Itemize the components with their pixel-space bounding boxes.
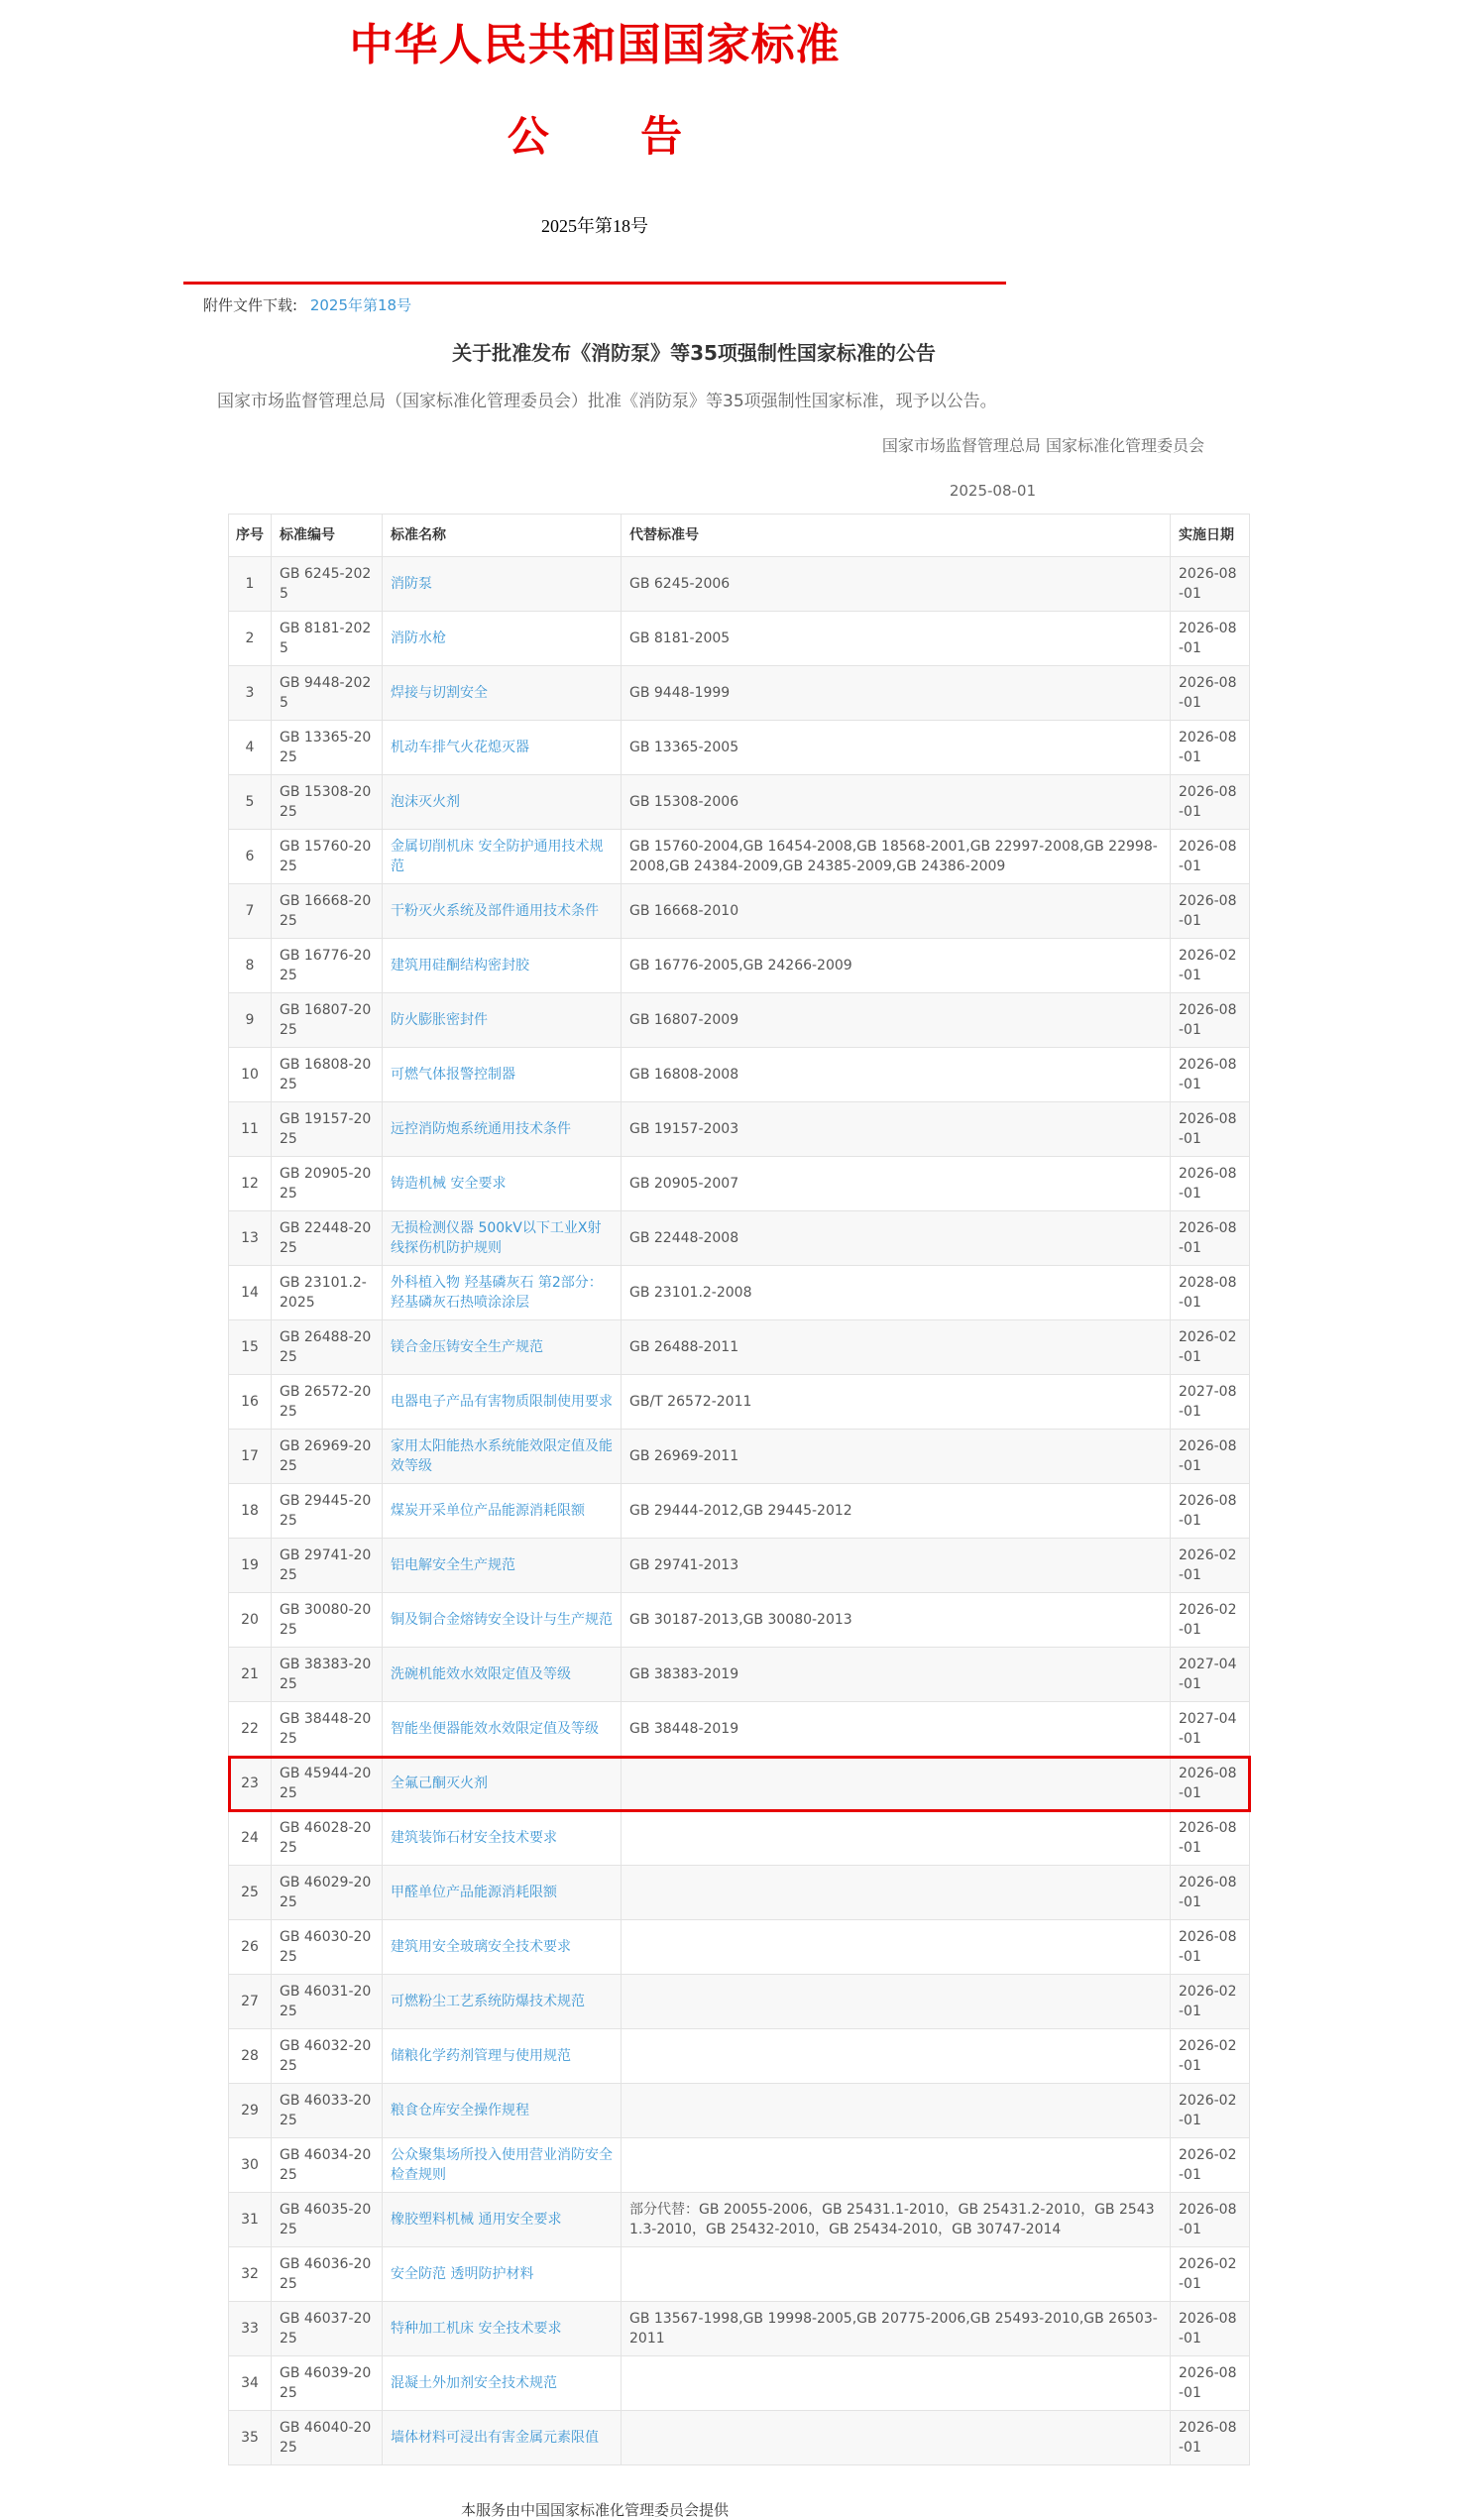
- cell-standard-name: [383, 1211, 622, 1266]
- cell-standard-code: GB 29741-2025: [272, 1539, 383, 1593]
- cell-standard-name: [383, 2356, 622, 2411]
- table-row: [229, 1211, 1250, 1266]
- standard-name-link[interactable]: 混凝土外加剂安全技术规范: [391, 2375, 557, 2391]
- table-row: [229, 557, 1250, 612]
- sub-title: 公 告: [507, 115, 708, 161]
- cell-index: 8: [229, 939, 272, 993]
- table-row: [229, 2302, 1250, 2356]
- document-header: [183, 0, 1006, 238]
- table-row: [229, 884, 1250, 939]
- cell-standard-name: [383, 2302, 622, 2356]
- cell-replaced-codes: GB 26488-2011: [622, 1320, 1171, 1375]
- cell-index: 34: [229, 2356, 272, 2411]
- cell-replaced-codes: GB 23101.2-2008: [622, 1266, 1171, 1320]
- cell-standard-name: [383, 2084, 622, 2138]
- issue-number: 2025年第18号: [541, 216, 648, 236]
- cell-replaced-codes: [622, 1811, 1171, 1866]
- cell-standard-code: GB 6245-2025: [272, 557, 383, 612]
- table-row: [229, 1539, 1250, 1593]
- cell-standard-name: [383, 721, 622, 775]
- cell-implementation-date: 2028-08-01: [1171, 1266, 1250, 1320]
- standard-name-link[interactable]: 建筑装饰石材安全技术要求: [391, 1830, 557, 1846]
- standard-name-link[interactable]: 焊接与切割安全: [391, 685, 488, 701]
- standard-name-link[interactable]: 建筑用硅酮结构密封胶: [391, 958, 529, 974]
- standard-name-link[interactable]: 远控消防炮系统通用技术条件: [391, 1121, 571, 1137]
- cell-implementation-date: 2026-08-01: [1171, 884, 1250, 939]
- cell-standard-code: GB 46033-2025: [272, 2084, 383, 2138]
- cell-index: 10: [229, 1048, 272, 1102]
- cell-implementation-date: 2026-08-01: [1171, 1866, 1250, 1920]
- standard-name-link[interactable]: 机动车排气火花熄灭器: [391, 740, 529, 755]
- cell-implementation-date: 2026-08-01: [1171, 775, 1250, 830]
- cell-standard-code: GB 15760-2025: [272, 830, 383, 884]
- standard-name-link[interactable]: 特种加工机床 安全技术要求: [391, 2321, 562, 2337]
- standard-name-link[interactable]: 智能坐便器能效水效限定值及等级: [391, 1721, 599, 1737]
- cell-replaced-codes: GB 16807-2009: [622, 993, 1171, 1048]
- cell-implementation-date: 2026-08-01: [1171, 612, 1250, 666]
- standard-name-link[interactable]: 可燃粉尘工艺系统防爆技术规范: [391, 1994, 585, 2009]
- cell-implementation-date: 2027-04-01: [1171, 1702, 1250, 1757]
- cell-index: 1: [229, 557, 272, 612]
- cell-index: 32: [229, 2247, 272, 2302]
- cell-standard-code: GB 46040-2025: [272, 2411, 383, 2465]
- cell-implementation-date: 2027-04-01: [1171, 1648, 1250, 1702]
- cell-standard-code: GB 46036-2025: [272, 2247, 383, 2302]
- cell-standard-code: GB 26572-2025: [272, 1375, 383, 1430]
- standard-name-link[interactable]: 甲醛单位产品能源消耗限额: [391, 1885, 557, 1900]
- cell-index: 12: [229, 1157, 272, 1211]
- publish-date: 2025-08-01: [949, 482, 1036, 500]
- standard-name-link[interactable]: 铜及铜合金熔铸安全设计与生产规范: [391, 1612, 613, 1628]
- issuing-authorities: 国家市场监督管理总局 国家标准化管理委员会: [881, 436, 1204, 455]
- cell-replaced-codes: [622, 1920, 1171, 1975]
- cell-implementation-date: 2026-02-01: [1171, 2084, 1250, 2138]
- cell-replaced-codes: [622, 1757, 1171, 1811]
- cell-index: 19: [229, 1539, 272, 1593]
- table-row: [229, 2356, 1250, 2411]
- cell-implementation-date: 2026-08-01: [1171, 993, 1250, 1048]
- standard-name-link[interactable]: 安全防范 透明防护材料: [391, 2266, 534, 2282]
- cell-replaced-codes: [622, 1866, 1171, 1920]
- standard-name-link[interactable]: 公众聚集场所投入使用营业消防安全检查规则: [391, 2147, 613, 2183]
- table-row: [229, 721, 1250, 775]
- cell-standard-name: [383, 1811, 622, 1866]
- table-row: [229, 1157, 1250, 1211]
- attachment-link[interactable]: 2025年第18号: [309, 296, 412, 314]
- cell-index: 15: [229, 1320, 272, 1375]
- cell-standard-name: [383, 1648, 622, 1702]
- cell-replaced-codes: GB 15308-2006: [622, 775, 1171, 830]
- cell-index: 3: [229, 666, 272, 721]
- cell-replaced-codes: GB 29741-2013: [622, 1539, 1171, 1593]
- cell-standard-name: [383, 884, 622, 939]
- standard-name-link[interactable]: 建筑用安全玻璃安全技术要求: [391, 1939, 571, 1955]
- cell-standard-name: [383, 1157, 622, 1211]
- cell-implementation-date: 2026-02-01: [1171, 2138, 1250, 2193]
- table-header-row: [229, 515, 1250, 557]
- cell-replaced-codes: 部分代替：GB 20055-2006，GB 25431.1-2010，GB 25431.2-2010，GB 25431.3-2010，GB 25432-2010，GB 25434-2010，GB 30747-2014: [622, 2193, 1171, 2247]
- cell-standard-code: GB 8181-2025: [272, 612, 383, 666]
- table-row: [229, 1266, 1250, 1320]
- cell-index: 14: [229, 1266, 272, 1320]
- cell-standard-code: GB 38383-2025: [272, 1648, 383, 1702]
- cell-standard-code: GB 46037-2025: [272, 2302, 383, 2356]
- cell-standard-name: [383, 1102, 622, 1157]
- col-header-5: 实施日期: [1171, 515, 1250, 557]
- cell-standard-code: GB 46034-2025: [272, 2138, 383, 2193]
- cell-standard-name: [383, 1430, 622, 1484]
- cell-implementation-date: 2026-08-01: [1171, 1757, 1250, 1811]
- red-divider-line: [183, 282, 1006, 285]
- cell-replaced-codes: GB 20905-2007: [622, 1157, 1171, 1211]
- cell-index: 20: [229, 1593, 272, 1648]
- cell-replaced-codes: GB 15760-2004,GB 16454-2008,GB 18568-2001,GB 22997-2008,GB 22998-2008,GB 24384-2009,GB 24385-2009,GB 24386-2009: [622, 830, 1171, 884]
- cell-implementation-date: 2026-08-01: [1171, 1484, 1250, 1539]
- notice-body: 国家市场监督管理总局（国家标准化管理委员会）批准《消防泵》等35项强制性国家标准，现予以公告。: [217, 392, 997, 411]
- standard-name-link[interactable]: 粮食仓库安全操作规程: [391, 2103, 529, 2119]
- cell-index: 28: [229, 2029, 272, 2084]
- cell-standard-name: [383, 1048, 622, 1102]
- cell-implementation-date: 2026-08-01: [1171, 1102, 1250, 1157]
- standard-name-link[interactable]: 消防泵: [391, 576, 432, 592]
- cell-index: 9: [229, 993, 272, 1048]
- cell-replaced-codes: GB/T 26572-2011: [622, 1375, 1171, 1430]
- cell-standard-code: GB 16808-2025: [272, 1048, 383, 1102]
- cell-replaced-codes: [622, 2084, 1171, 2138]
- cell-implementation-date: 2026-08-01: [1171, 1430, 1250, 1484]
- cell-standard-name: [383, 1266, 622, 1320]
- cell-standard-name: [383, 612, 622, 666]
- cell-index: 23: [229, 1757, 272, 1811]
- cell-replaced-codes: GB 16776-2005,GB 24266-2009: [622, 939, 1171, 993]
- standard-name-link[interactable]: 泡沫灭火剂: [391, 794, 460, 810]
- cell-standard-name: [383, 666, 622, 721]
- cell-implementation-date: 2026-08-01: [1171, 1211, 1250, 1266]
- main-title: 中华人民共和国国家标准: [349, 21, 841, 69]
- standard-name-link[interactable]: 洗碗机能效水效限定值及等级: [391, 1666, 571, 1682]
- cell-standard-name: [383, 1975, 622, 2029]
- cell-standard-name: [383, 2247, 622, 2302]
- cell-replaced-codes: GB 8181-2005: [622, 612, 1171, 666]
- cell-replaced-codes: [622, 2029, 1171, 2084]
- cell-implementation-date: 2026-08-01: [1171, 1920, 1250, 1975]
- cell-implementation-date: 2026-08-01: [1171, 666, 1250, 721]
- table-row-highlighted: [229, 1757, 1250, 1811]
- table-row: [229, 993, 1250, 1048]
- cell-implementation-date: 2027-08-01: [1171, 1375, 1250, 1430]
- cell-implementation-date: 2026-02-01: [1171, 2247, 1250, 2302]
- table-row: [229, 1811, 1250, 1866]
- notice-title: 关于批准发布《消防泵》等35项强制性国家标准的公告: [452, 341, 936, 365]
- cell-standard-code: GB 46030-2025: [272, 1920, 383, 1975]
- cell-replaced-codes: GB 26969-2011: [622, 1430, 1171, 1484]
- cell-index: 24: [229, 1811, 272, 1866]
- cell-replaced-codes: GB 6245-2006: [622, 557, 1171, 612]
- table-row: [229, 1593, 1250, 1648]
- cell-standard-name: [383, 2138, 622, 2193]
- table-row: [229, 1430, 1250, 1484]
- cell-index: 16: [229, 1375, 272, 1430]
- cell-standard-name: [383, 1320, 622, 1375]
- cell-standard-name: [383, 2193, 622, 2247]
- cell-implementation-date: 2026-08-01: [1171, 1811, 1250, 1866]
- cell-implementation-date: 2026-08-01: [1171, 2411, 1250, 2465]
- cell-implementation-date: 2026-02-01: [1171, 1975, 1250, 2029]
- cell-index: 29: [229, 2084, 272, 2138]
- cell-standard-name: [383, 939, 622, 993]
- cell-implementation-date: 2026-02-01: [1171, 1593, 1250, 1648]
- cell-standard-code: GB 46031-2025: [272, 1975, 383, 2029]
- standard-name-link[interactable]: 电器电子产品有害物质限制使用要求: [391, 1394, 613, 1410]
- cell-index: 27: [229, 1975, 272, 2029]
- cell-index: 35: [229, 2411, 272, 2465]
- cell-implementation-date: 2026-02-01: [1171, 1320, 1250, 1375]
- cell-standard-name: [383, 1866, 622, 1920]
- table-row: [229, 1484, 1250, 1539]
- standard-name-link[interactable]: 金属切削机床 安全防护通用技术规范: [391, 839, 604, 874]
- cell-replaced-codes: GB 19157-2003: [622, 1102, 1171, 1157]
- table-row: [229, 1375, 1250, 1430]
- standard-name-link[interactable]: 镁合金压铸安全生产规范: [391, 1339, 543, 1355]
- cell-replaced-codes: [622, 2247, 1171, 2302]
- cell-index: 25: [229, 1866, 272, 1920]
- cell-standard-code: GB 9448-2025: [272, 666, 383, 721]
- cell-replaced-codes: GB 38448-2019: [622, 1702, 1171, 1757]
- cell-standard-name: [383, 1484, 622, 1539]
- cell-index: 33: [229, 2302, 272, 2356]
- standard-name-link[interactable]: 家用太阳能热水系统能效限定值及能效等级: [391, 1438, 613, 1474]
- table-row: [229, 1975, 1250, 2029]
- attachment-label: 附件文件下载:: [203, 296, 298, 314]
- cell-standard-code: GB 22448-2025: [272, 1211, 383, 1266]
- cell-standard-name: [383, 2411, 622, 2465]
- table-row: [229, 939, 1250, 993]
- table-row: [229, 830, 1250, 884]
- table-row: [229, 2411, 1250, 2465]
- cell-index: 30: [229, 2138, 272, 2193]
- standard-name-link[interactable]: 铝电解安全生产规范: [391, 1557, 515, 1573]
- col-header-1: 序号: [229, 515, 272, 557]
- cell-index: 13: [229, 1211, 272, 1266]
- cell-standard-code: GB 46035-2025: [272, 2193, 383, 2247]
- standard-name-link[interactable]: 可燃气体报警控制器: [391, 1067, 515, 1083]
- standard-name-link[interactable]: 储粮化学药剂管理与使用规范: [391, 2048, 571, 2064]
- cell-implementation-date: 2026-02-01: [1171, 1539, 1250, 1593]
- cell-replaced-codes: [622, 1975, 1171, 2029]
- table-row: [229, 2084, 1250, 2138]
- table-row: [229, 666, 1250, 721]
- table-row: [229, 775, 1250, 830]
- table-row: [229, 2247, 1250, 2302]
- cell-replaced-codes: GB 16808-2008: [622, 1048, 1171, 1102]
- table-row: [229, 2029, 1250, 2084]
- cell-standard-name: [383, 1920, 622, 1975]
- cell-standard-code: GB 46039-2025: [272, 2356, 383, 2411]
- cell-replaced-codes: GB 22448-2008: [622, 1211, 1171, 1266]
- cell-standard-code: GB 23101.2-2025: [272, 1266, 383, 1320]
- attachment-row: [203, 294, 1474, 315]
- cell-replaced-codes: GB 16668-2010: [622, 884, 1171, 939]
- cell-standard-code: GB 45944-2025: [272, 1757, 383, 1811]
- cell-index: 7: [229, 884, 272, 939]
- cell-standard-name: [383, 1375, 622, 1430]
- cell-standard-code: GB 13365-2025: [272, 721, 383, 775]
- cell-standard-code: GB 19157-2025: [272, 1102, 383, 1157]
- cell-implementation-date: 2026-08-01: [1171, 1048, 1250, 1102]
- cell-implementation-date: 2026-08-01: [1171, 2193, 1250, 2247]
- table-row: [229, 1648, 1250, 1702]
- standard-name-link[interactable]: 全氟己酮灭火剂: [391, 1775, 488, 1791]
- cell-replaced-codes: GB 29444-2012,GB 29445-2012: [622, 1484, 1171, 1539]
- cell-replaced-codes: [622, 2138, 1171, 2193]
- col-header-2: 标准编号: [272, 515, 383, 557]
- standard-name-link[interactable]: 铸造机械 安全要求: [391, 1176, 507, 1192]
- cell-implementation-date: 2026-08-01: [1171, 2356, 1250, 2411]
- footer-note: 本服务由中国国家标准化管理委员会提供: [460, 2501, 729, 2519]
- cell-standard-code: GB 20905-2025: [272, 1157, 383, 1211]
- cell-index: 21: [229, 1648, 272, 1702]
- cell-standard-code: GB 16668-2025: [272, 884, 383, 939]
- cell-standard-code: GB 38448-2025: [272, 1702, 383, 1757]
- standard-name-link[interactable]: 外科植入物 羟基磷灰石 第2部分：羟基磷灰石热喷涂涂层: [391, 1275, 603, 1311]
- cell-implementation-date: 2026-08-01: [1171, 830, 1250, 884]
- cell-standard-code: GB 15308-2025: [272, 775, 383, 830]
- cell-standard-code: GB 46032-2025: [272, 2029, 383, 2084]
- cell-replaced-codes: [622, 2356, 1171, 2411]
- cell-standard-name: [383, 1757, 622, 1811]
- cell-standard-code: GB 26969-2025: [272, 1430, 383, 1484]
- cell-implementation-date: 2026-08-01: [1171, 2302, 1250, 2356]
- cell-standard-code: GB 16776-2025: [272, 939, 383, 993]
- cell-index: 22: [229, 1702, 272, 1757]
- cell-standard-code: GB 46029-2025: [272, 1866, 383, 1920]
- standard-name-link[interactable]: 墙体材料可浸出有害金属元素限值: [391, 2430, 599, 2446]
- table-row: [229, 2193, 1250, 2247]
- table-row: [229, 1920, 1250, 1975]
- cell-standard-name: [383, 775, 622, 830]
- standard-name-link[interactable]: 消防水枪: [391, 630, 446, 646]
- standard-name-link[interactable]: 煤炭开采单位产品能源消耗限额: [391, 1503, 585, 1519]
- cell-implementation-date: 2026-02-01: [1171, 939, 1250, 993]
- table-row: [229, 1702, 1250, 1757]
- cell-standard-name: [383, 1593, 622, 1648]
- table-row: [229, 1102, 1250, 1157]
- cell-standard-name: [383, 830, 622, 884]
- cell-index: 2: [229, 612, 272, 666]
- cell-implementation-date: 2026-02-01: [1171, 2029, 1250, 2084]
- standard-name-link[interactable]: 无损检测仪器 500kV以下工业X射线探伤机防护规则: [391, 1220, 602, 1256]
- cell-index: 4: [229, 721, 272, 775]
- table-row: [229, 1048, 1250, 1102]
- cell-implementation-date: 2026-08-01: [1171, 557, 1250, 612]
- standard-name-link[interactable]: 干粉灭火系统及部件通用技术条件: [391, 903, 599, 919]
- cell-replaced-codes: GB 13567-1998,GB 19998-2005,GB 20775-2006,GB 25493-2010,GB 26503-2011: [622, 2302, 1171, 2356]
- cell-index: 18: [229, 1484, 272, 1539]
- cell-standard-name: [383, 557, 622, 612]
- col-header-4: 代替标准号: [622, 515, 1171, 557]
- cell-standard-code: GB 46028-2025: [272, 1811, 383, 1866]
- table-row: [229, 1320, 1250, 1375]
- table-row: [229, 612, 1250, 666]
- cell-standard-name: [383, 2029, 622, 2084]
- cell-standard-code: GB 30080-2025: [272, 1593, 383, 1648]
- cell-replaced-codes: [622, 2411, 1171, 2465]
- cell-index: 5: [229, 775, 272, 830]
- standards-table: [228, 514, 1250, 2465]
- cell-implementation-date: 2026-08-01: [1171, 721, 1250, 775]
- cell-replaced-codes: GB 38383-2019: [622, 1648, 1171, 1702]
- col-header-3: 标准名称: [383, 515, 622, 557]
- cell-standard-name: [383, 993, 622, 1048]
- cell-standard-code: GB 26488-2025: [272, 1320, 383, 1375]
- cell-index: 17: [229, 1430, 272, 1484]
- cell-index: 31: [229, 2193, 272, 2247]
- cell-implementation-date: 2026-08-01: [1171, 1157, 1250, 1211]
- cell-index: 11: [229, 1102, 272, 1157]
- cell-replaced-codes: GB 13365-2005: [622, 721, 1171, 775]
- cell-index: 6: [229, 830, 272, 884]
- table-row: [229, 1866, 1250, 1920]
- table-row: [229, 2138, 1250, 2193]
- standard-name-link[interactable]: 防火膨胀密封件: [391, 1012, 488, 1028]
- cell-standard-code: GB 29445-2025: [272, 1484, 383, 1539]
- cell-standard-name: [383, 1539, 622, 1593]
- cell-standard-name: [383, 1702, 622, 1757]
- cell-standard-code: GB 16807-2025: [272, 993, 383, 1048]
- standard-name-link[interactable]: 橡胶塑料机械 通用安全要求: [391, 2212, 562, 2228]
- cell-replaced-codes: GB 9448-1999: [622, 666, 1171, 721]
- cell-replaced-codes: GB 30187-2013,GB 30080-2013: [622, 1593, 1171, 1648]
- cell-index: 26: [229, 1920, 272, 1975]
